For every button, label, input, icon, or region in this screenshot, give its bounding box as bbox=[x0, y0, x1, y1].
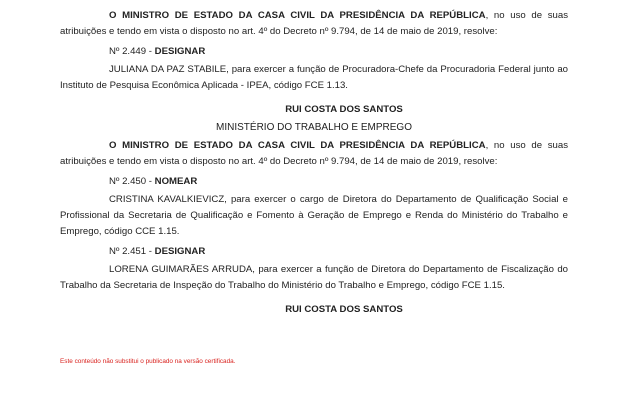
act-2451-text: LORENA GUIMARÃES ARRUDA, para exercer a função de Diretora do Departamento de Fiscalização do Trabalho da Secretaria de Inspeção do Trabalho do Ministério do Trabalho e Emprego, código FCE 1.15. bbox=[60, 264, 568, 291]
ministry-heading: MINISTÉRIO DO TRABALHO E EMPREGO bbox=[216, 122, 412, 133]
act-2450-text: CRISTINA KAVALKIEVICZ, para exercer o cargo de Diretora do Departamento de Qualificação Social e Profissional da Secretaria de Qualificação e Fomento à Geração de Emprego e Renda do Ministério do Trabalho e Emprego, código CCE 1.15. bbox=[60, 194, 568, 237]
act-2449 bbox=[109, 44, 568, 60]
disclaimer-note: Este conteúdo não substitui o publicado na versão certificada. bbox=[60, 358, 236, 365]
document-body bbox=[60, 8, 568, 318]
act-2451 bbox=[109, 244, 568, 260]
signature-1: RUI COSTA DOS SANTOS bbox=[285, 104, 403, 115]
act-2450-number: Nº 2.450 - bbox=[109, 176, 152, 187]
act-2449-text: JULIANA DA PAZ STABILE, para exercer a função de Procuradora-Chefe da Procuradoria Federal junto ao Instituto de Pesquisa Econômica Aplicada - IPEA, código FCE 1.13. bbox=[60, 64, 568, 91]
act-2451-verb: DESIGNAR bbox=[154, 246, 206, 257]
act-2449-number: Nº 2.449 - bbox=[109, 46, 152, 57]
preamble-1-text: , no uso de suas atribuições e tendo em vista o disposto no art. 4º do Decreto nº 9.794, de 14 de maio de 2019, resolve: bbox=[60, 10, 569, 37]
act-2450 bbox=[109, 174, 568, 190]
preamble-2 bbox=[60, 138, 568, 170]
preamble-1-authority: O MINISTRO DE ESTADO DA CASA CIVIL DA PRESIDÊNCIA DA REPÚBLICA bbox=[109, 10, 486, 21]
preamble-1 bbox=[60, 8, 568, 40]
act-2451-number: Nº 2.451 - bbox=[109, 246, 152, 257]
preamble-2-authority: O MINISTRO DE ESTADO DA CASA CIVIL DA PRESIDÊNCIA DA REPÚBLICA bbox=[109, 140, 486, 151]
act-2450-verb: NOMEAR bbox=[154, 176, 198, 187]
signature-2: RUI COSTA DOS SANTOS bbox=[285, 304, 403, 315]
preamble-2-text: , no uso de suas atribuições e tendo em vista o disposto no art. 4º do Decreto nº 9.794, de 14 de maio de 2019, resolve: bbox=[60, 140, 569, 167]
act-2449-verb: DESIGNAR bbox=[154, 46, 206, 57]
